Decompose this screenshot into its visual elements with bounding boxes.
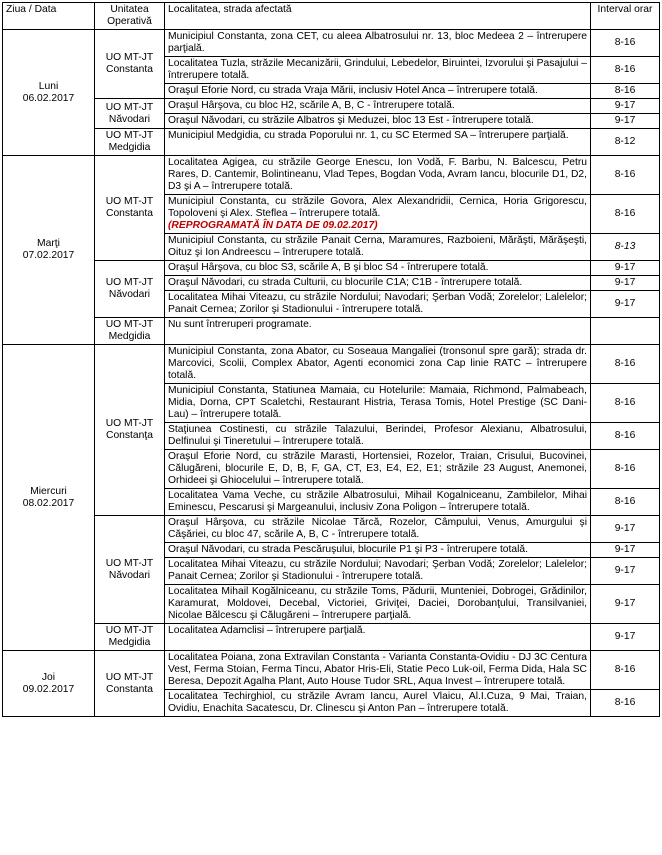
- interval-cell: 8-12: [591, 129, 660, 156]
- interval-cell: 9-17: [591, 99, 660, 114]
- interval-cell: 9-17: [591, 585, 660, 624]
- locality-text: Municipiul Constanta, Statiunea Mamaia, cu Hotelurile: Mamaia, Richmond, Palmabeach, Midia, Dorna, CPT Scaletchi, Restaurant Histria, Terasa Tomis, Hotel Prestige (SC Dani-Lau) – întrerupere totală.: [168, 385, 587, 420]
- locality-cell: [165, 114, 591, 129]
- table-row: [3, 261, 660, 276]
- locality-text: Oraşul Năvodari, cu strada Culturii, cu blocurile C1A; C1B - întrerupere totală.: [168, 277, 523, 288]
- locality-cell: [165, 318, 591, 345]
- day-date: 08.02.2017: [22, 497, 75, 509]
- reschedule-note: (REPROGRAMATĂ ÎN DATA DE 09.02.2017): [168, 220, 378, 231]
- day-cell: [3, 345, 95, 651]
- interval-cell: 9-17: [591, 624, 660, 651]
- interval-cell: 8-16: [591, 57, 660, 84]
- locality-text: Municipiul Constanta, zona Abator, cu Soseaua Mangaliei (tronsonul spre gară); strada dr. Marcovici, Scolii, Complex Abator, Agenti economici zona Cap linie RATC – întrerupere totală.: [168, 346, 587, 381]
- interval-cell: 8-16: [591, 195, 660, 234]
- locality-cell: [165, 129, 591, 156]
- unit-cell: UO MT-JT Constanta: [95, 30, 165, 99]
- locality-cell: [165, 291, 591, 318]
- interval-cell: 8-16: [591, 423, 660, 450]
- table-row: [3, 345, 660, 384]
- table-row: [3, 516, 660, 543]
- locality-cell: [165, 384, 591, 423]
- unit-cell: UO MT-JT Năvodari: [95, 99, 165, 129]
- locality-text: Oraşul Hârşova, cu bloc H2, scările A, B, C - întrerupere totală.: [168, 100, 455, 111]
- day-date: 09.02.2017: [22, 683, 75, 695]
- interval-cell: 9-17: [591, 114, 660, 129]
- day-cell: [3, 30, 95, 156]
- interval-cell: 8-16: [591, 345, 660, 384]
- interval-cell: 8-16: [591, 156, 660, 195]
- locality-text: Localitatea Agigea, cu străzile George Enescu, Ion Vodă, F. Barbu, N. Balcescu, Petru Rares, D. Cantemir, Bolintineanu, Vlad Tepes, Bogdan Voda, Avram Iancu, blocurile D1, D2, D3 şi A – întrerupere totală.: [168, 157, 587, 192]
- locality-cell: [165, 156, 591, 195]
- day-name: Marţi: [37, 238, 60, 249]
- interval-cell: 9-17: [591, 261, 660, 276]
- unit-cell: UO MT-JT Constanta: [95, 651, 165, 717]
- header-interval: Interval orar: [591, 3, 660, 30]
- table-row: [3, 651, 660, 690]
- table-row: [3, 30, 660, 57]
- locality-text: Municipiul Constanta, zona CET, cu aleea Albatrosului nr. 13, bloc Medeea 2 – întrerupere parţială.: [168, 31, 587, 54]
- locality-cell: [165, 558, 591, 585]
- locality-cell: [165, 84, 591, 99]
- locality-text: Localitatea Adamclisi – întrerupere parţială.: [168, 625, 366, 636]
- interval-cell: [591, 318, 660, 345]
- locality-text: Localitatea Poiana, zona Extravilan Constanta - Varianta Constanta-Ovidiu - DJ 3C Centura Vest, Ferma Stoian, Ferma Tincu, Abator Hris-Eli, Statie Peco Luk-oil, Ferma Dida, Hala SC Beresa, Depozit Agalha Plant, Auto House Tudor SRL, Aqua Invest – întrerupere totală.: [168, 652, 587, 687]
- table-row: [3, 318, 660, 345]
- locality-text: Municipiul Medgidia, cu strada Poporului nr. 1, cu SC Etermed SA – întrerupere parţială.: [168, 130, 569, 141]
- locality-text: Oraşul Năvodari, cu strada Pescăruşului, blocurile P1 şi P3 - întrerupere totală.: [168, 544, 528, 555]
- locality-cell: [165, 195, 591, 234]
- interval-cell: 9-17: [591, 516, 660, 543]
- unit-cell: UO MT-JT Medgidia: [95, 129, 165, 156]
- unit-cell: UO MT-JT Constanţa: [95, 345, 165, 516]
- table-body: [3, 30, 660, 717]
- locality-text: Municipiul Constanta, cu străzile Panait Cerna, Maramures, Razboieni, Mărăşti, Mărăşeşti, Oituz şi Ion Andreescu – întrerupere totală.: [168, 235, 587, 258]
- unit-cell: UO MT-JT Medgidia: [95, 624, 165, 651]
- header-locality: Localitatea, strada afectată: [165, 3, 591, 30]
- locality-text: Oraşul Hârşova, cu străzile Nicolae Tărcă, Rozelor, Câmpului, Venus, Amurgului şi Căşăriei, cu bloc 47, scările A, B, C - întrerupere totală.: [168, 517, 587, 540]
- table-row: [3, 624, 660, 651]
- day-date: 06.02.2017: [22, 92, 75, 104]
- day-name: Miercuri: [30, 485, 67, 497]
- locality-cell: [165, 276, 591, 291]
- unit-cell: UO MT-JT Medgidia: [95, 318, 165, 345]
- day-cell: [3, 156, 95, 345]
- header-unit: Unitatea Operativă: [95, 3, 165, 30]
- locality-text: Oraşul Eforie Nord, cu strada Vraja Mării, inclusiv Hotel Anca – întrerupere totală.: [168, 85, 538, 96]
- locality-cell: [165, 423, 591, 450]
- locality-text: Staţiunea Costinesti, cu străzile Talazului, Berindei, Profesor Alexianu, Albatrosului, Delfinului şi Tineretului – întrerupere totală.: [168, 424, 587, 447]
- day-name: Luni: [38, 80, 59, 92]
- unit-cell: UO MT-JT Năvodari: [95, 516, 165, 624]
- day-date: 07.02.2017: [22, 250, 75, 261]
- interval-cell: 9-17: [591, 543, 660, 558]
- day-name: Joi: [41, 671, 56, 683]
- locality-cell: [165, 57, 591, 84]
- locality-cell: [165, 261, 591, 276]
- locality-cell: [165, 690, 591, 717]
- locality-cell: [165, 345, 591, 384]
- locality-text: Localitatea Mihail Kogălniceanu, cu străzile Toms, Pădurii, Munteniei, Dobrogei, Grădinilor, Karamurat, Moldovei, Decebal, Victoriei, Griviţei, Daciei, Dorobanţului, Transilvaniei, Nicolae Bălcescu şi Călugăreni – întrerupere parţială.: [168, 586, 587, 621]
- locality-text: Oraşul Hârşova, cu bloc S3, scările A, B şi bloc S4 - întrerupere totală.: [168, 262, 489, 273]
- locality-text: Localitatea Vama Veche, cu străzile Albatrosului, Mihail Kogalniceanu, Zambilelor, Mihai Eminescu, Pescarusi şi Margeanului, inclusiv Zona Poligon – întrerupere totală.: [168, 490, 587, 513]
- locality-text: Municipiul Constanta, cu străzile Govora, Alex Alexandridii, Cernica, Horia Grigorescu, Topoloveni şi Alex. Steflea – întrerupere totală.: [168, 196, 587, 219]
- header-day: Ziua / Data: [3, 3, 95, 30]
- locality-text: Localitatea Mihai Viteazu, cu străzile Nordului; Navodari; Şerban Vodă; Zorelelor; Lalelelor; Panait Cernea; Zorilor şi Stadionului - întrerupere totală.: [168, 559, 587, 582]
- locality-text: Localitatea Tuzla, străzile Mecanizării, Grindului, Lebedelor, Biruintei, Izvorului şi Pasajului – întrerupere totală.: [168, 58, 587, 81]
- header-row: [3, 3, 660, 30]
- interval-cell: 8-16: [591, 450, 660, 489]
- interval-cell: 8-16: [591, 384, 660, 423]
- locality-text: Oraşul Eforie Nord, cu străzile Marasti, Hortensiei, Rozelor, Traian, Crisului, Bucovinei, Călugăreni, blocurile E, D, B, F, GA, CT, E3, E4, E2, E1; străzile 23 August, Anemonei, Orhideei şi Ghiocelului – întrerupere totală.: [168, 451, 587, 486]
- outage-table: [2, 2, 660, 717]
- locality-cell: [165, 99, 591, 114]
- interval-cell: 8-16: [591, 651, 660, 690]
- locality-cell: [165, 30, 591, 57]
- locality-cell: [165, 543, 591, 558]
- interval-cell: 8-16: [591, 84, 660, 99]
- locality-cell: [165, 624, 591, 651]
- interval-cell: 9-17: [591, 558, 660, 585]
- locality-cell: [165, 585, 591, 624]
- unit-cell: UO MT-JT Constanta: [95, 156, 165, 261]
- table-row: [3, 99, 660, 114]
- interval-cell: 9-17: [591, 276, 660, 291]
- unit-cell: UO MT-JT Năvodari: [95, 261, 165, 318]
- locality-cell: [165, 516, 591, 543]
- interval-cell: 9-17: [591, 291, 660, 318]
- locality-text: Oraşul Năvodari, cu străzile Albatros şi Meduzei, bloc 13 Est - întrerupere totală.: [168, 115, 534, 126]
- interval-cell: 8-16: [591, 489, 660, 516]
- locality-cell: [165, 450, 591, 489]
- interval-cell: 8-16: [591, 30, 660, 57]
- locality-cell: [165, 234, 591, 261]
- locality-cell: [165, 651, 591, 690]
- table-row: [3, 156, 660, 195]
- locality-text: Nu sunt întreruperi programate.: [168, 319, 312, 330]
- day-cell: [3, 651, 95, 717]
- locality-text: Localitatea Techirghiol, cu străzile Avram Iancu, Aurel Vlaicu, Al.I.Cuza, 9 Mai, Traian, Ovidiu, Enachita Sacatescu, Dr. Clinescu şi Anton Pan – întrerupere totală.: [168, 691, 587, 714]
- table-row: [3, 129, 660, 156]
- locality-cell: [165, 489, 591, 516]
- interval-cell: 8-13: [591, 234, 660, 261]
- locality-text: Localitatea Mihai Viteazu, cu străzile Nordului; Navodari; Şerban Vodă; Zorelelor; Lalelelor; Panait Cernea; Zorilor şi Stadionului - întrerupere totală.: [168, 292, 587, 315]
- interval-cell: 8-16: [591, 690, 660, 717]
